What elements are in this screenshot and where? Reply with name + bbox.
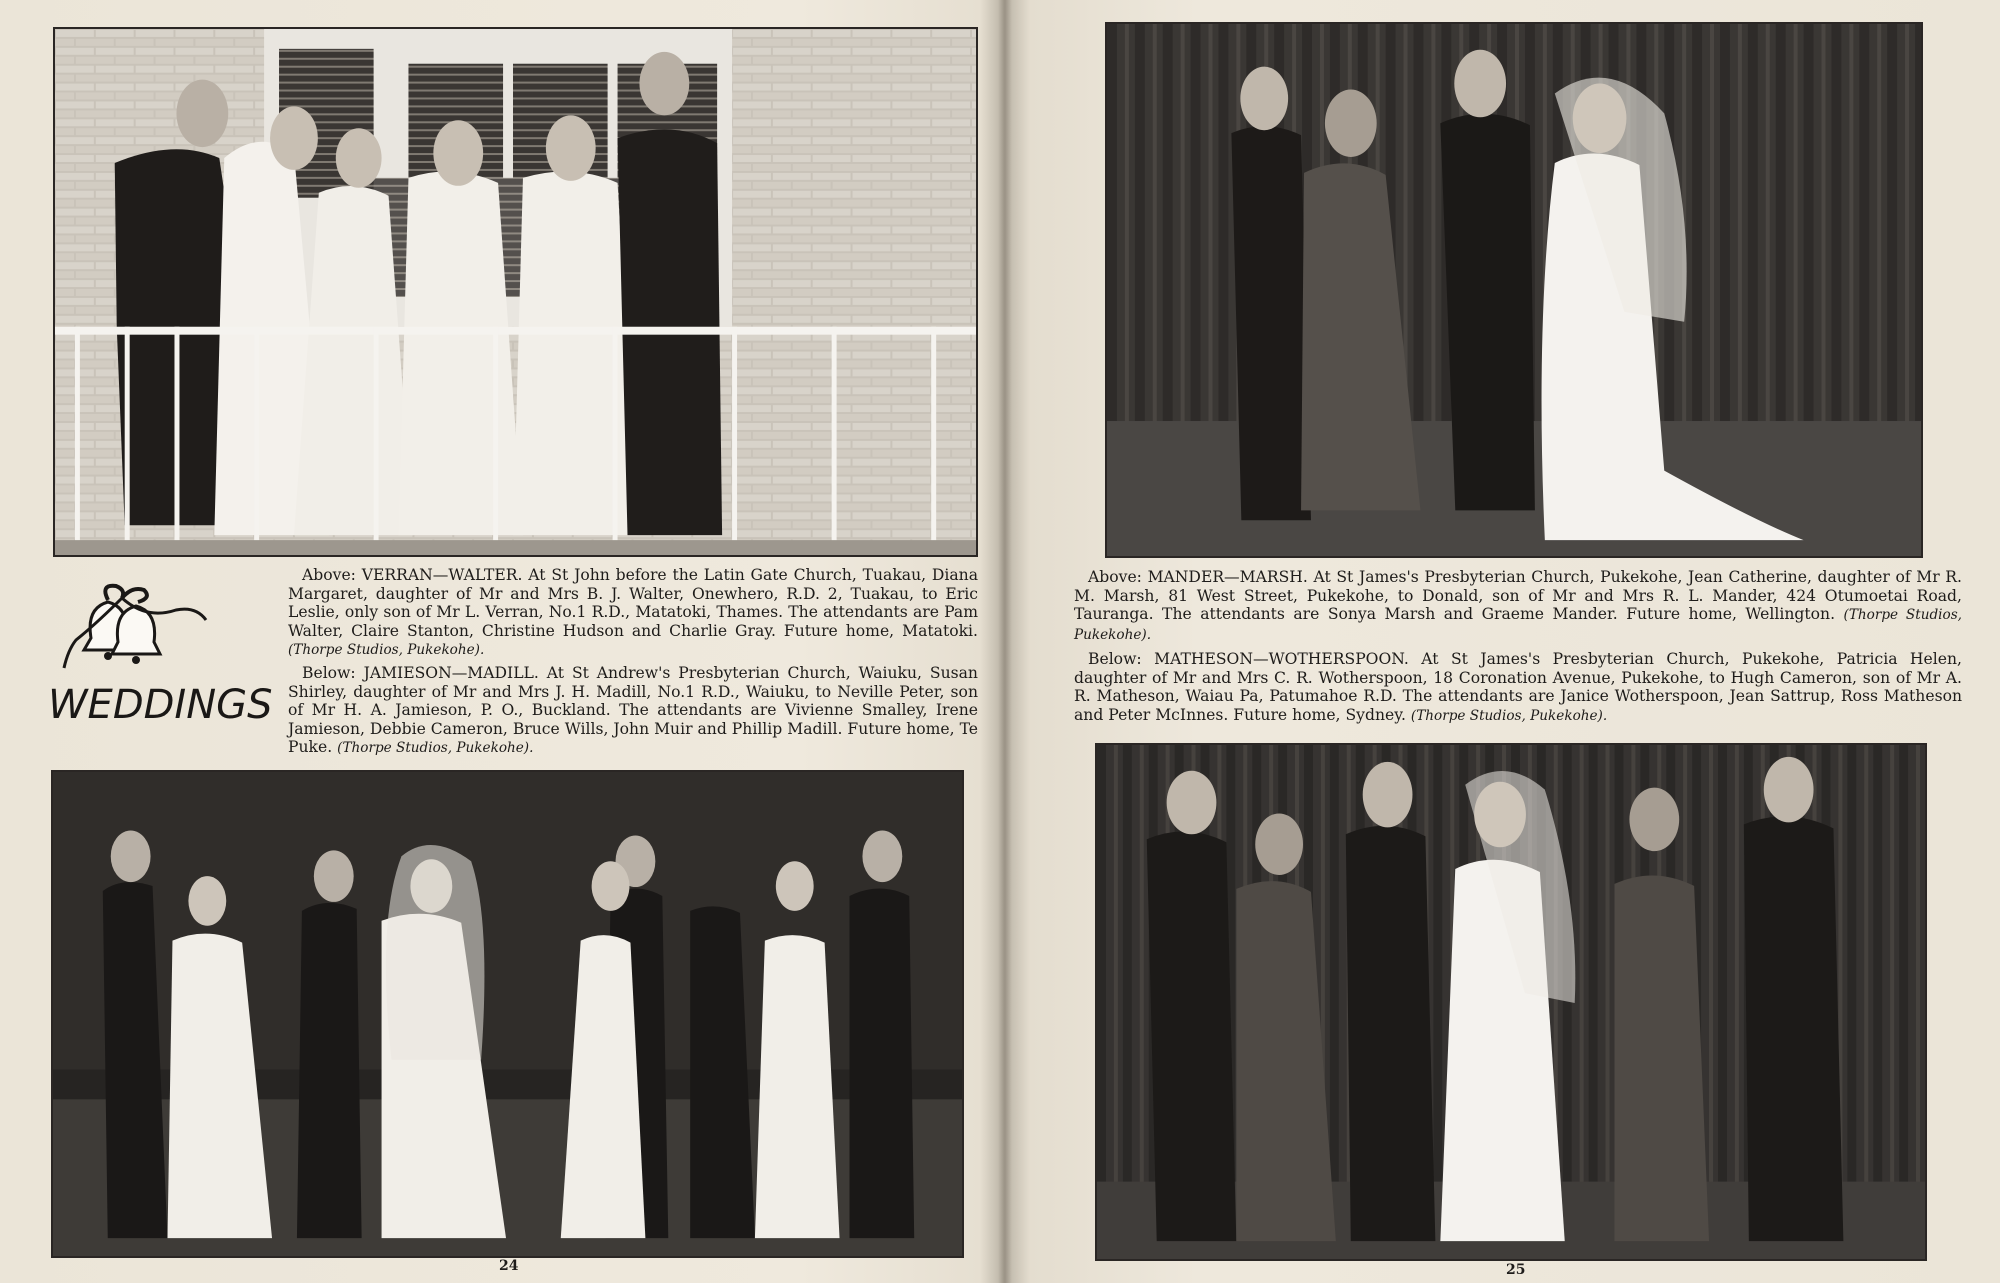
caption-jamieson-madill: [288, 664, 978, 758]
page-number-left: 24: [499, 1258, 519, 1274]
caption-block-left: [288, 566, 978, 665]
caption-names: MANDER—MARSH.: [1147, 568, 1308, 586]
photo-credit: (Thorpe Studios, Pukekohe).: [288, 642, 485, 659]
photo-credit: (Thorpe Studios, Pukekohe).: [1410, 707, 1608, 724]
caption-label: Above:: [302, 566, 356, 584]
caption-label: Below:: [302, 664, 356, 682]
caption-text: At St Andrew's Presbyterian Church, Waiuku, Susan Shirley, daughter of Mr and Mrs J. H. Madill, No.1 R.D., Waiuku, to Neville Peter, son of Mr H. A. Jamieson, P. O., Buckland. The attendants are Vivienne Smalley, Irene Jamieson, Debbie Cameron, Bruce Wills, John Muir and Phillip Madill. Future home, Te Puke.: [288, 664, 978, 757]
photo-mander-marsh: [1105, 22, 1923, 558]
photo-mander-marsh-image: [1107, 24, 1921, 556]
caption-block-right-below: [1074, 650, 1962, 730]
photo-credit: (Thorpe Studios, Pukekohe).: [337, 740, 534, 757]
section-heading-weddings: WEDDINGS: [48, 682, 273, 728]
page-gutter: [998, 0, 1012, 1283]
page-number-right: 25: [1506, 1262, 1526, 1278]
photo-matheson-wotherspoon: [1095, 743, 1927, 1261]
caption-text: At St John before the Latin Gate Church, Tuakau, Diana Margaret, daughter of Mr and Mrs B. J. Walter, Onewhero, R.D. 2, Tuakau, to Eric Leslie, only son of Mr L. Verran, No.1 R.D., Matatoki, Thames. The attendants are Pam Walter, Claire Stanton, Christine Hudson and Charlie Gray. Future home, Matatoki.: [288, 566, 978, 640]
photo-jamieson-madill-image: [53, 772, 962, 1256]
wedding-bells-icon: [56, 580, 216, 682]
caption-matheson-wotherspoon: [1074, 650, 1962, 725]
photo-credit: (Thorpe Studios, Pukekohe).: [1074, 607, 1962, 643]
caption-names: VERRAN—WALTER.: [361, 566, 523, 584]
caption-names: MATHESON—WOTHERSPOON.: [1154, 650, 1409, 668]
caption-label: Above:: [1088, 568, 1142, 586]
photo-verran-walter: [53, 27, 978, 557]
photo-matheson-wotherspoon-image: [1097, 745, 1925, 1259]
caption-text: At St James's Presbyterian Church, Pukekohe, Patricia Helen, daughter of Mr and Mrs C. R. Wotherspoon, 18 Coronation Avenue, Pukekohe, to Hugh Cameron, son of Mr A. R. Matheson, Waiau Pa, Patumahoe R.D. The attendants are Janice Wotherspoon, Jean Sattrup, Ross Matheson and Peter McInnes. Future home, Sydney.: [1074, 650, 1962, 724]
caption-label: Below:: [1088, 650, 1142, 668]
caption-block-left-below: [288, 664, 978, 763]
caption-mander-marsh: [1074, 568, 1962, 644]
caption-block-right: [1074, 568, 1962, 649]
caption-names: JAMIESON—MADILL.: [363, 664, 539, 682]
photo-jamieson-madill: [51, 770, 964, 1258]
caption-verran-walter: [288, 566, 978, 660]
caption-text: At St James's Presbyterian Church, Pukekohe, Jean Catherine, daughter of Mr R. M. Marsh, 81 West Street, Pukekohe, to Donald, son of Mr and Mrs R. L. Mander, 424 Otumoetai Road, Tauranga. The attendants are Sonya Marsh and Graeme Mander. Future home, Wellington.: [1074, 568, 1962, 624]
photo-verran-walter-image: [55, 29, 976, 555]
